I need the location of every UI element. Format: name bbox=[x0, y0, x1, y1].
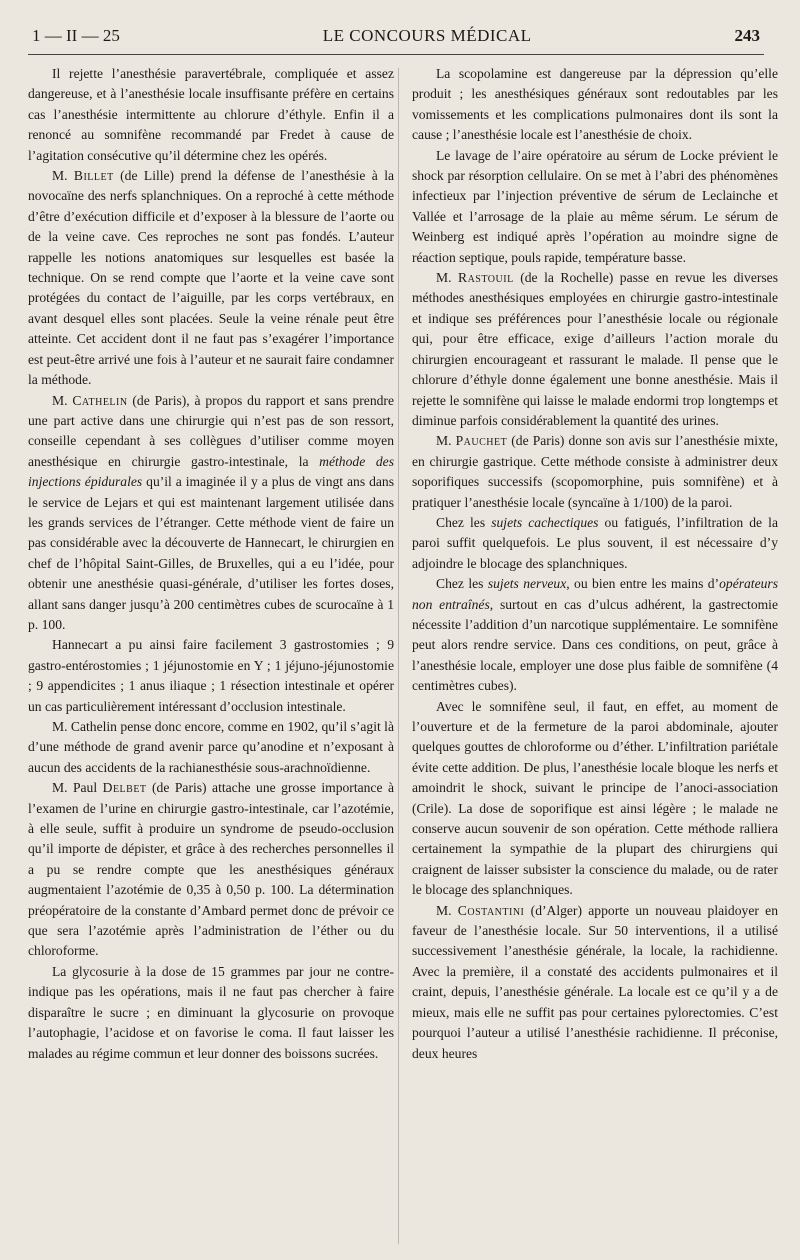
author-name: Cathelin bbox=[72, 392, 128, 408]
paragraph bbox=[28, 166, 394, 390]
paragraph-text: M. bbox=[52, 168, 74, 184]
emphasis-text: sujets cachectiques bbox=[491, 514, 599, 530]
paragraph-text: M. bbox=[436, 433, 456, 449]
page-number: 243 bbox=[734, 26, 760, 45]
paragraph bbox=[28, 64, 394, 166]
paragraph bbox=[28, 778, 394, 962]
emphasis-text: sujets nerveux bbox=[487, 576, 567, 592]
journal-title: LE CONCOURS MÉDICAL bbox=[322, 26, 532, 45]
paragraph bbox=[28, 962, 394, 1064]
paragraph-text: Avec le somnifène seul, il faut, en effet, au moment de l’ouverture et de la fermeture de la paroi abdominale, ajouter quelques gouttes de chloroforme ou d’éther. L’infiltration pariétale évite cette addition. De plus, l’anesthésie locale bloque les nerfs et amoindrit le shock, suivant le principe de l’anoci-association (Crile). La dose de soporifique est ainsi légère ; le malade ne conserve aucun souvenir de son opération. Cette méthode ralliera certainement la sympathie de la plupart des chirurgiens qui craignent de laisser subsister la conscience du malade, ou de rater le blocage des splanchniques. bbox=[412, 698, 778, 898]
paragraph-text: (d’Alger) apporte un nouveau plaidoyer en faveur de l’anesthésie locale. Sur 50 interventions, il a utilisé successivement l’anesthésie générale, la locale, la rachidienne. Avec la première, il a constaté des accidents pulmonaires et il craint, depuis, l’anesthésie générale. La locale est ce qu’il y a de mieux, mais elle ne suffit pas pour certaines pylorectomies. C’est pourquoi l’auteur a utilisé l’anesthésie rachidienne. Il préconise, deux heures bbox=[412, 902, 778, 1061]
paragraph-text: (de la Rochelle) passe en revue les diverses méthodes anesthésiques employées en chirurgie gastro-intestinale et indique ses préférences pour l’anesthésie locale ou régionale qui, pour être efficace, exige d’ailleurs l’action morale du chirurgien encourageant et rassurant le malade. Il pense que le chlorure d’éthyle donne également une bonne anesthésie. Mais il rejette le somnifène qui laisse le malade endormi trop longtemps et diminue parfois considérablement la quantité des urines. bbox=[412, 270, 778, 428]
paragraph-text: M. Cathelin pense donc encore, comme en 1902, qu’il s’agit là d’une méthode de grand avenir parce qu’anodine et n’exposant à aucun des accidents de la rachianesthésie sous-arachnoïdienne. bbox=[28, 719, 394, 775]
paragraph-text: ou fatigués, l’infiltration de la paroi suffit quelquefois. Le plus souvent, il est nécessaire d’y adjoindre le blocage des splanchniques. bbox=[412, 514, 778, 571]
header-rule bbox=[28, 54, 764, 55]
paragraph-text: Chez les bbox=[436, 514, 492, 530]
paragraph-text: La scopolamine est dangereuse par la dépression qu’elle produit ; les anesthésiques généraux sont redoutables par les vomissements et les complications pulmonaires dont ils sont la cause ; l’anesthésie locale est l’anesthésie de choix. bbox=[412, 66, 778, 143]
author-name: Billet bbox=[73, 168, 114, 184]
paragraph bbox=[412, 901, 778, 1064]
author-name: Costantini bbox=[457, 902, 525, 918]
paragraph bbox=[412, 431, 778, 513]
author-name: Delbet bbox=[102, 780, 147, 796]
paragraph-text: qu’il a imaginée il y a plus de vingt ans dans le service de Lejars et qui est maintenant largement utilisée dans les grands services de l’étranger. Cette méthode vient de faire un pas considérable avec la découverte de Hannecart, le chirurgien en chef de l’hôpital Saint-Gilles, de Bruxelles, qui a eu l’idée, pour obtenir une anesthésie quasi-générale, d’utiliser les fortes doses, allant sans danger jusqu’à 200 centimètres cubes de scurocaïne à 1 p. 100. bbox=[28, 474, 394, 632]
paragraph-text: Il rejette l’anesthésie paravertébrale, compliquée et assez dangereuse, et à l’anesthésie locale insuffisante préfère en certains cas l’anesthésie intermittente au chlorure d’éthyle. Enfin il a renoncé au somnifène recommandé par Fredet à cause de l’agitation consécutive qu’il détermine chez les opérés. bbox=[28, 66, 394, 163]
column-divider bbox=[398, 68, 399, 1244]
running-header bbox=[32, 26, 760, 48]
author-name: Pauchet bbox=[455, 433, 508, 449]
paragraph-text: (de Paris), à propos du rapport et sans prendre une part active dans une chirurgie qui n’est pas de son ressort, conseille cependant à ses collègues d’utiliser comme moyen anesthésique en chirurgie gastro-intestinale, la bbox=[28, 392, 394, 469]
left-column bbox=[26, 64, 394, 1244]
paragraph-text: Le lavage de l’aire opératoire au sérum de Locke prévient le shock par résorption cellulaire. On se met à l’abri des phénomènes infectieux par l’injection préventive de sérum de Leclainche et Vallée et l’arrosage de la plaie au même sérum. Le sérum de Weinberg est indiqué après l’opération au moindre signe de réaction septique, pouls rapide, température basse. bbox=[412, 147, 778, 265]
paragraph-text: La glycosurie à la dose de 15 grammes par jour ne contre-indique pas les opérations, mais il ne faut pas chercher à faire disparaître le sucre ; en diminuant la glycosurie on provoque l’autophagie, l’acidose et on favorise le coma. Il faut laisser les malades au régime commun et leur donner des boissons sucrées. bbox=[28, 963, 394, 1061]
signature-mark: 1 — II — 25 bbox=[32, 26, 120, 45]
author-name: Rastouil bbox=[458, 270, 514, 286]
paragraph-text: M. bbox=[436, 902, 458, 918]
paragraph bbox=[412, 697, 778, 901]
text-columns bbox=[26, 64, 778, 1244]
paragraph-text: Chez les bbox=[436, 576, 488, 592]
paragraph-text: (de Lille) prend la défense de l’anesthésie à la novocaïne des nerfs splanchniques. On a reproché à cette méthode d’être d’exécution difficile et d’exposer à la blessure de l’aorte ou de la veine cave. Ces reproches ne sont pas fondés. L’auteur rappelle les notions anatomiques sur lesquelles est basée la technique. On se rend compte que l’aorte et la veine cave sont protégées du contact de l’aiguille, par les corps vertébraux, en avant desquel elles sont placées. Seule la veine rénale peut être atteinte. Cet accident dont il ne faut pas s’exagérer l’importance est peut-être arrivé une fois à l’auteur et ne saurait faire condamner la méthode. bbox=[28, 168, 394, 388]
paragraph-text: Hannecart a pu ainsi faire facilement 3 gastrostomies ; 9 gastro-entérostomies ; 1 jéjunostomie en Y ; 1 jéjuno-jéjunostomie ; 9 appendicites ; 1 anus iliaque ; 1 résection intestinale et opérer un cas particulièrement intéressant d’occlusion intestinale. bbox=[28, 637, 394, 714]
paragraph bbox=[412, 574, 778, 696]
right-column bbox=[412, 64, 778, 1244]
paragraph-text: , ou bien entre les mains d’ bbox=[566, 576, 720, 592]
paragraph-text: (de Paris) attache une grosse importance à l’examen de l’urine en chirurgie gastro-intestinale, car l’azotémie, à elle seule, suffit à produire un syndrome de pseudo-occlusion qu’il importe de dépister, et grâce à des recherches personnelles il a pu se rendre compte que les anesthésiques généraux augmentaient l’azotémie de 0,35 à 0,50 p. 100. La détermination préopératoire de la constante d’Ambard permet donc de prévoir ce que sera l’azotémie après l’administration de l’éther ou du chloroforme. bbox=[28, 780, 394, 959]
paragraph-text: M. bbox=[52, 392, 73, 408]
paragraph bbox=[412, 268, 778, 431]
emphasis-text: opérateurs non entraînés bbox=[412, 576, 778, 612]
paragraph-text: M. Paul bbox=[52, 780, 103, 796]
paragraph-text: M. bbox=[436, 270, 459, 286]
paragraph bbox=[412, 513, 778, 574]
emphasis-text: méthode des injections épidurales bbox=[28, 453, 394, 490]
paragraph bbox=[412, 146, 778, 268]
paragraph-text: , surtout en cas d’ulcus adhérent, la gastrectomie nécessite l’addition d’un narcotique supplémentaire. Le somnifène peut alors rendre service. Dans ces conditions, on peut, grâce à l’anesthésie locale, employer une dose plus faible de somnifène (4 centimètres cubes). bbox=[412, 596, 778, 694]
paragraph bbox=[412, 64, 778, 146]
paragraph bbox=[28, 391, 394, 636]
paragraph bbox=[28, 717, 394, 778]
paragraph bbox=[28, 635, 394, 717]
paragraph-text: (de Paris) donne son avis sur l’anesthésie mixte, en chirurgie gastrique. Cette méthode consiste à administrer deux soporifiques successifs (scopomorphine, puis somnifène) et à pratiquer l’anesthésie locale (syncaïne à 1/100) de la paroi. bbox=[412, 433, 778, 510]
